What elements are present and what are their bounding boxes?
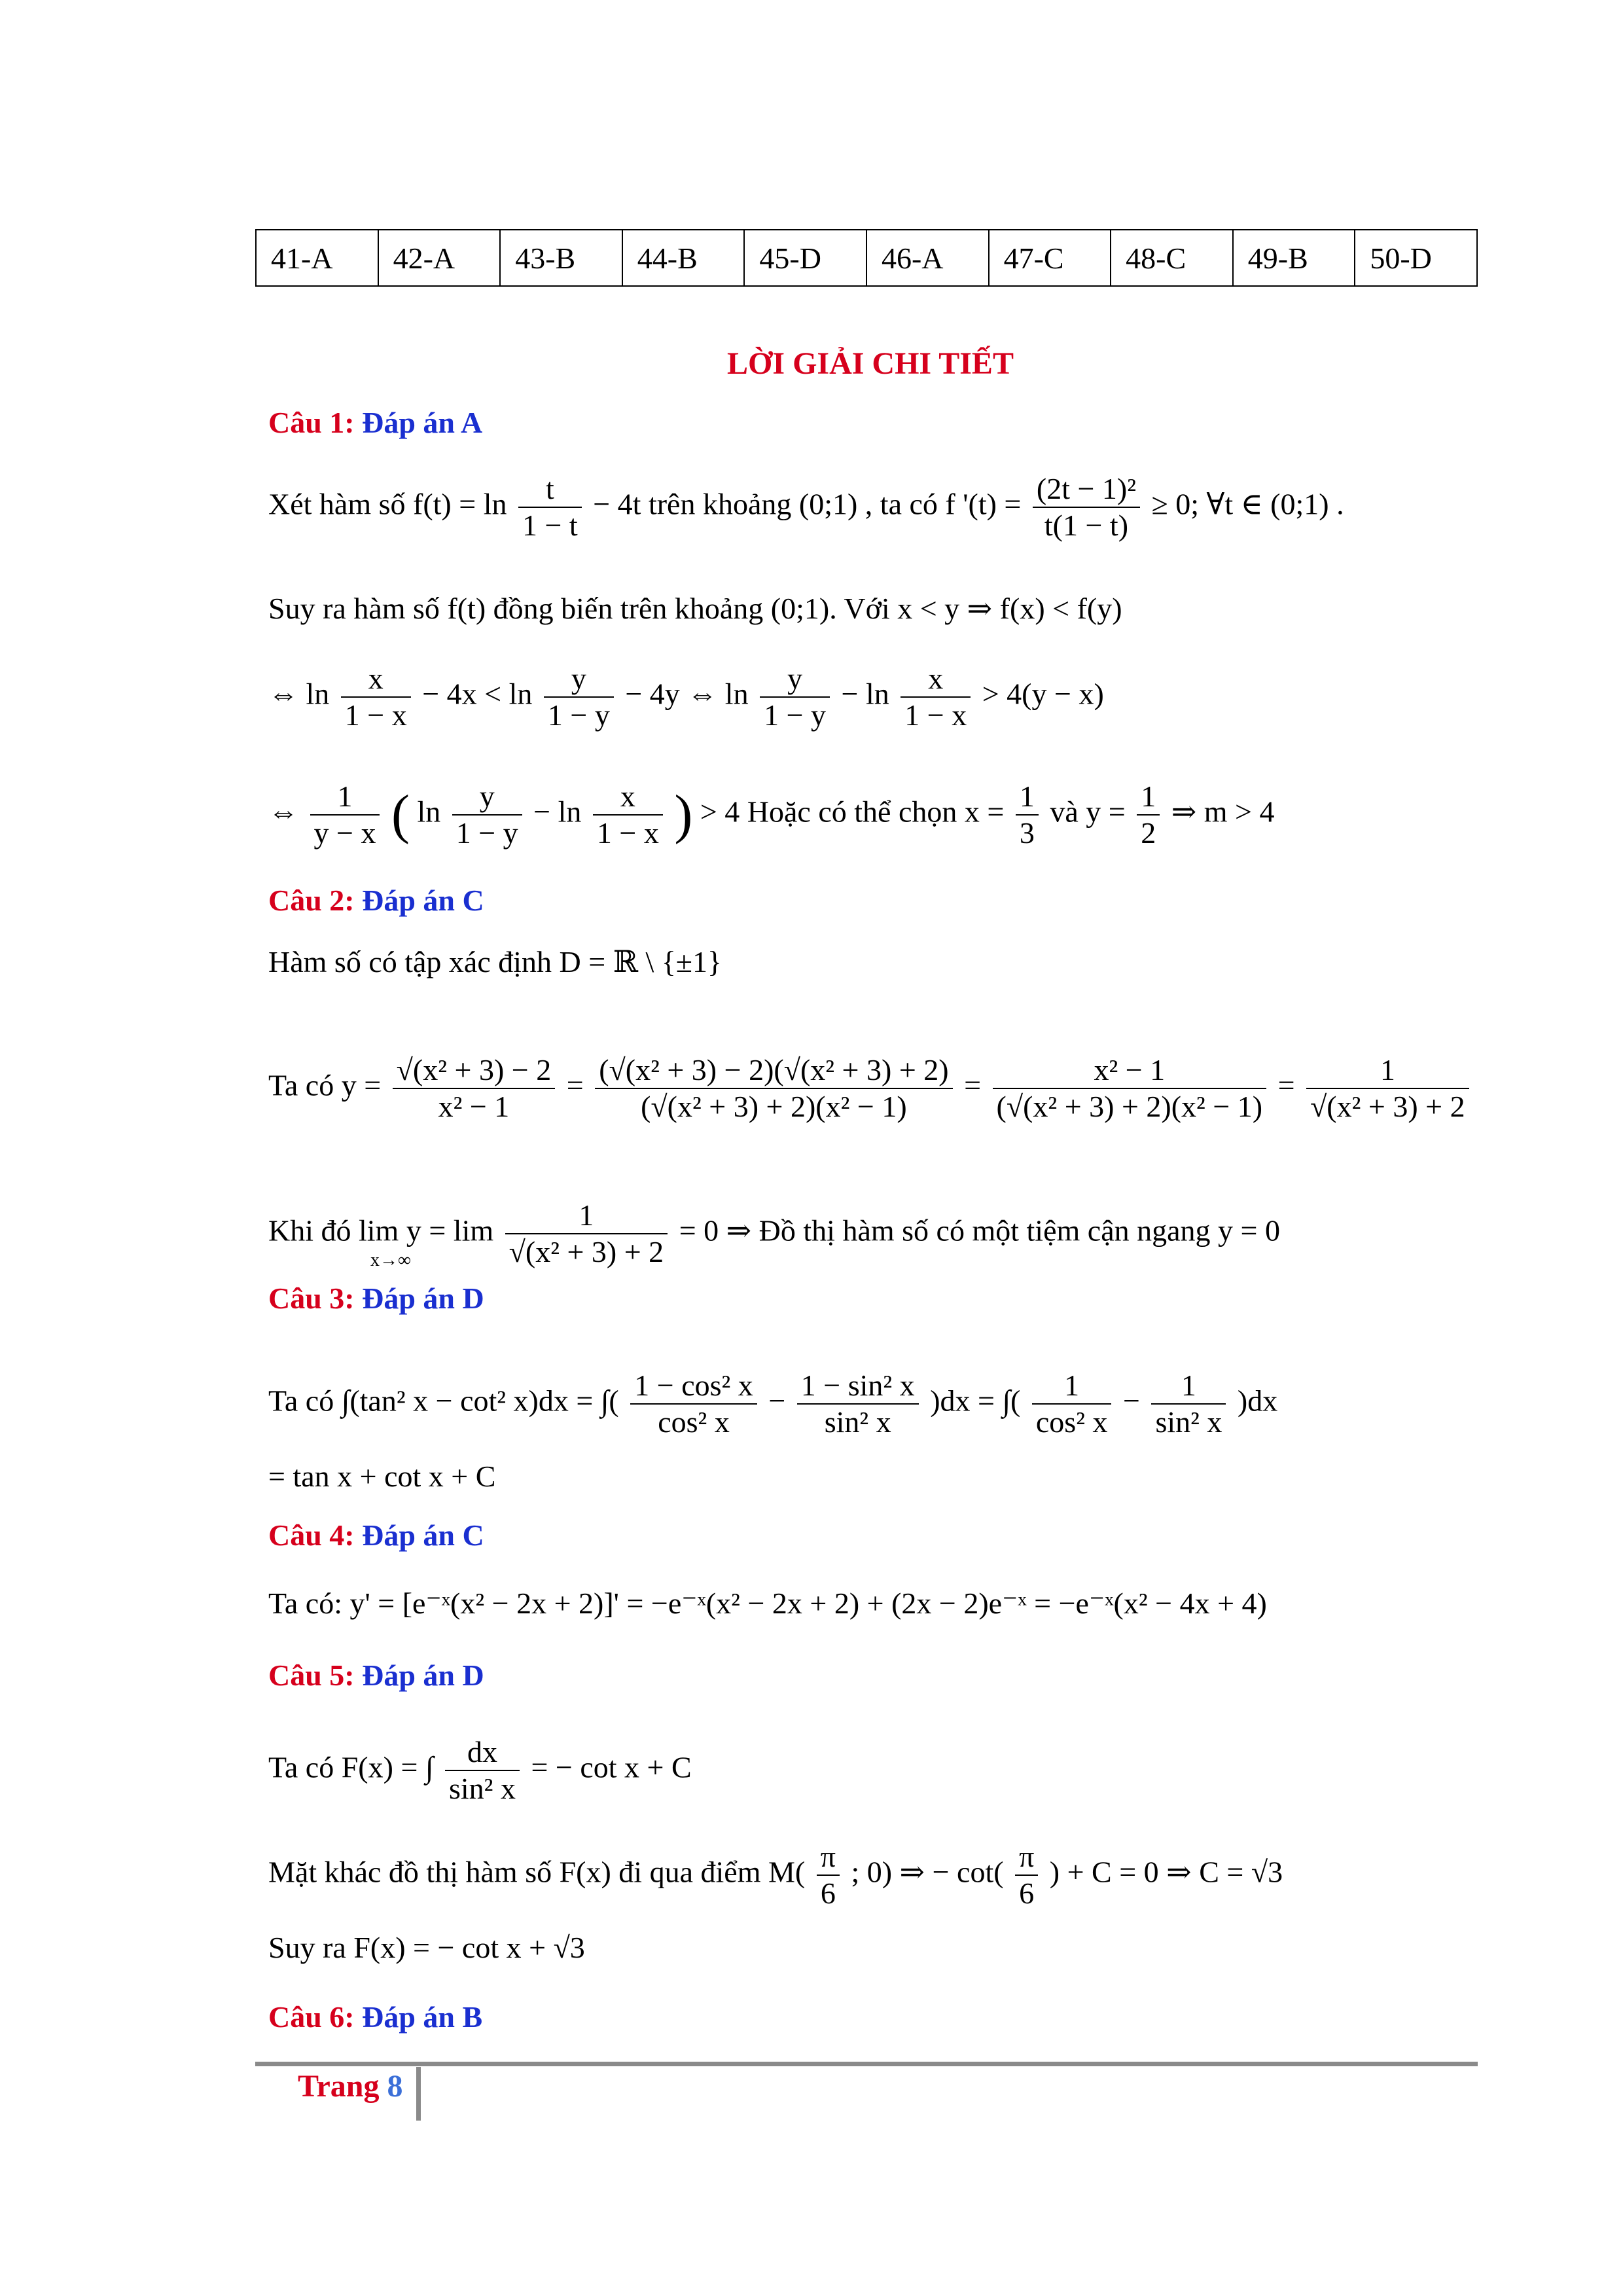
denominator: sin² x: [824, 1405, 891, 1439]
question-label: Câu 4:: [268, 1518, 355, 1552]
text: > 4(y − x): [982, 677, 1104, 711]
numerator: 1: [1151, 1368, 1226, 1405]
denominator: 1 − y: [547, 698, 610, 732]
page-number: 8: [387, 2069, 403, 2104]
denominator: (√(x² + 3) + 2)(x² − 1): [996, 1090, 1263, 1123]
q5-line-3: Suy ra F(x) = − cot x + √3: [268, 1931, 585, 1964]
denominator: 1 − y: [764, 698, 827, 732]
q2-line-3: [268, 1198, 1280, 1270]
footer-divider: [255, 2062, 1478, 2066]
fraction: [1015, 1839, 1038, 1911]
limit-subscript: x→∞: [370, 1250, 411, 1270]
denominator: x² − 1: [438, 1090, 510, 1123]
numerator: y: [760, 661, 830, 698]
denominator: 6: [820, 1876, 836, 1910]
denominator: sin² x: [1155, 1405, 1222, 1439]
footer-separator: [416, 2067, 421, 2121]
denominator: 1 − t: [522, 509, 578, 542]
text: ≥ 0; ∀t ∈ (0;1) .: [1151, 487, 1344, 521]
table-cell: 48-C: [1111, 230, 1233, 286]
text: − 4x < ln: [422, 677, 533, 711]
page-title: LỜI GIẢI CHI TIẾT: [727, 346, 1014, 381]
fraction: [393, 1052, 556, 1124]
denominator: 2: [1141, 816, 1156, 850]
table-cell: 49-B: [1233, 230, 1355, 286]
text: > 4 Hoặc có thể chọn x =: [700, 795, 1005, 829]
fraction: [797, 1368, 919, 1440]
denominator: 1 − x: [904, 698, 967, 732]
table-cell: 45-D: [744, 230, 866, 286]
denominator: √(x² + 3) + 2: [508, 1235, 664, 1268]
numerator: x: [593, 779, 663, 816]
fraction: [595, 1052, 952, 1124]
fraction: [505, 1198, 668, 1270]
fraction: [518, 471, 582, 543]
denominator: 1 − x: [596, 816, 659, 850]
q4-line-1: Ta có: y' = [e⁻ˣ(x² − 2x + 2)]' = −e⁻ˣ(x² − 2x + 2) + (2x − 2)e⁻ˣ = −e⁻ˣ(x² − 4x + 4): [268, 1587, 1267, 1620]
denominator: sin² x: [448, 1772, 516, 1805]
equals-sign: =: [1277, 1068, 1295, 1102]
answer-label: Đáp án B: [362, 2000, 483, 2034]
fraction: [1016, 779, 1039, 851]
numerator: 1: [1137, 779, 1160, 816]
numerator: 1: [1032, 1368, 1112, 1405]
table-cell: 46-A: [866, 230, 989, 286]
text: − ln: [533, 795, 582, 829]
q1-line-4: [268, 779, 1274, 851]
q3-line-1: [268, 1368, 1277, 1440]
denominator: 6: [1019, 1876, 1035, 1910]
question-5-heading: [268, 1656, 484, 1695]
numerator: 1 − sin² x: [797, 1368, 919, 1405]
q1-line-3: [268, 661, 1104, 733]
question-label: Câu 5:: [268, 1659, 355, 1692]
q2-line-1: Hàm số có tập xác định D = ℝ \ {±1}: [268, 945, 722, 978]
fraction: [760, 661, 830, 733]
question-label: Câu 6:: [268, 2000, 355, 2034]
numerator: dx: [445, 1734, 520, 1771]
numerator: 1 − cos² x: [630, 1368, 757, 1405]
denominator: y − x: [313, 816, 376, 850]
fraction: [630, 1368, 757, 1440]
text: −: [1122, 1384, 1140, 1418]
numerator: 1: [1016, 779, 1039, 816]
denominator: 1 − y: [455, 816, 518, 850]
fraction: [1032, 1368, 1112, 1440]
fraction: [544, 661, 614, 733]
denominator: cos² x: [1035, 1405, 1108, 1439]
table-row: [256, 230, 1477, 286]
fraction: [1033, 471, 1140, 543]
text: )dx: [1237, 1384, 1278, 1418]
text: −: [768, 1384, 786, 1418]
numerator: π: [817, 1839, 840, 1876]
answer-label: Đáp án A: [362, 406, 483, 439]
text: )dx = ∫(: [930, 1384, 1021, 1418]
table-cell: 41-A: [256, 230, 378, 286]
denominator: √(x² + 3) + 2: [1310, 1090, 1465, 1123]
text: − ln: [841, 677, 889, 711]
fraction: [341, 661, 411, 733]
text: Khi đó lim y = lim: [268, 1213, 494, 1247]
q5-line-1: [268, 1734, 692, 1806]
numerator: π: [1015, 1839, 1038, 1876]
text: ⇔: [268, 795, 298, 829]
text: Ta có y =: [268, 1068, 382, 1102]
text: Mặt khác đồ thị hàm số F(x) đi qua điểm M(: [268, 1855, 806, 1889]
text: − 4t trên khoảng (0;1) , ta có f '(t) =: [593, 487, 1022, 521]
text: ln: [417, 795, 441, 829]
numerator: 1: [310, 779, 380, 816]
text: ; 0) ⇒ − cot(: [851, 1855, 1004, 1889]
numerator: x: [341, 661, 411, 698]
paren-open: (: [391, 784, 410, 845]
fraction: [310, 779, 380, 851]
question-1-heading: [268, 403, 482, 442]
answer-label: Đáp án C: [362, 1518, 484, 1552]
numerator: (2t − 1)²: [1033, 471, 1140, 508]
question-label: Câu 1:: [268, 406, 355, 439]
denominator: 1 − x: [344, 698, 407, 732]
q5-line-2: [268, 1839, 1283, 1911]
fraction: [1137, 779, 1160, 851]
text: và y =: [1050, 795, 1126, 829]
numerator: √(x² + 3) − 2: [393, 1052, 556, 1089]
question-label: Câu 2:: [268, 884, 355, 917]
fraction: [1306, 1052, 1469, 1124]
question-label: Câu 3:: [268, 1282, 355, 1315]
fraction: [445, 1734, 520, 1806]
q3-line-2: = tan x + cot x + C: [268, 1460, 496, 1493]
answer-label: Đáp án D: [362, 1659, 484, 1692]
table-cell: 44-B: [622, 230, 745, 286]
question-2-heading: [268, 881, 484, 920]
question-6-heading: [268, 1998, 482, 2037]
numerator: 1: [1306, 1052, 1469, 1089]
answer-label: Đáp án D: [362, 1282, 484, 1315]
fraction: [901, 661, 971, 733]
numerator: y: [544, 661, 614, 698]
numerator: y: [452, 779, 522, 816]
numerator: x: [901, 661, 971, 698]
page-footer: [298, 2068, 402, 2104]
text: ) + C = 0 ⇒ C = √3: [1049, 1855, 1283, 1889]
footer-label: Trang: [298, 2069, 380, 2104]
table-cell: 47-C: [989, 230, 1111, 286]
fraction: [452, 779, 522, 851]
answer-table: [255, 229, 1478, 287]
text: = − cot x + C: [531, 1750, 692, 1784]
table-cell: 50-D: [1355, 230, 1477, 286]
paren-close: ): [674, 784, 693, 845]
text: = 0 ⇒ Đồ thị hàm số có một tiệm cận ngang y = 0: [679, 1213, 1280, 1247]
text: − 4y ⇔ ln: [625, 677, 749, 711]
fraction: [993, 1052, 1267, 1124]
text: Xét hàm số f(t) = ln: [268, 487, 507, 521]
text: Ta có F(x) = ∫: [268, 1750, 434, 1784]
question-3-heading: [268, 1279, 484, 1318]
equals-sign: =: [566, 1068, 584, 1102]
fraction: [1151, 1368, 1226, 1440]
answer-label: Đáp án C: [362, 884, 484, 917]
numerator: 1: [505, 1198, 668, 1234]
numerator: t: [518, 471, 582, 508]
denominator: t(1 − t): [1044, 509, 1129, 542]
equals-sign: =: [964, 1068, 982, 1102]
q1-line-1: [268, 471, 1344, 543]
denominator: (√(x² + 3) + 2)(x² − 1): [641, 1090, 907, 1123]
table-cell: 42-A: [378, 230, 501, 286]
question-4-heading: [268, 1516, 484, 1555]
text: ⇔ ln: [268, 677, 330, 711]
text: Ta có ∫(tan² x − cot² x)dx = ∫(: [268, 1384, 619, 1418]
fraction: [593, 779, 663, 851]
q1-line-2: Suy ra hàm số f(t) đồng biến trên khoảng (0;1). Với x < y ⇒ f(x) < f(y): [268, 592, 1122, 625]
text: ⇒ m > 4: [1171, 795, 1275, 829]
numerator: x² − 1: [993, 1052, 1267, 1089]
fraction: [817, 1839, 840, 1911]
denominator: 3: [1019, 816, 1035, 850]
table-cell: 43-B: [500, 230, 622, 286]
numerator: (√(x² + 3) − 2)(√(x² + 3) + 2): [595, 1052, 952, 1089]
q2-line-2: [268, 1052, 1473, 1124]
denominator: cos² x: [658, 1405, 730, 1439]
